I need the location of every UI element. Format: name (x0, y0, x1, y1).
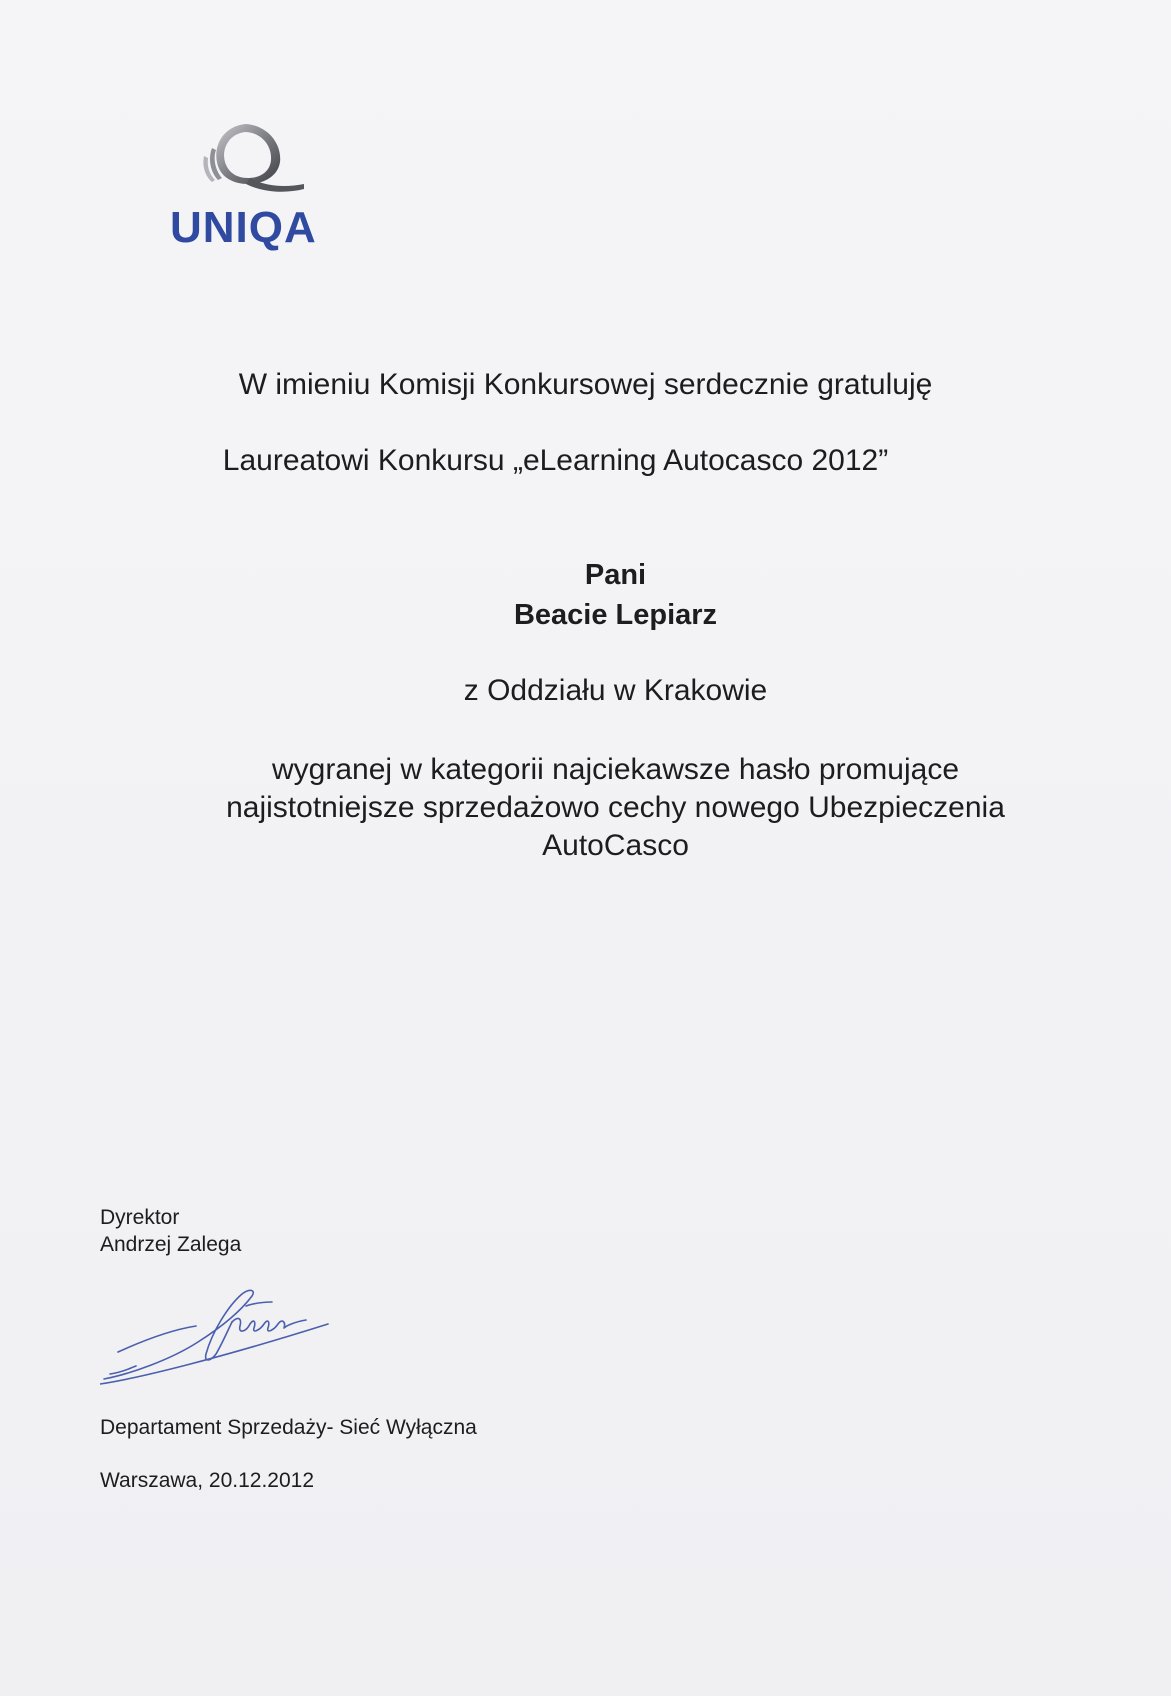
salutation: Pani (584, 559, 647, 591)
category-line-2: najistotniejsze sprzedażowo cechy nowego Ubezpieczenia (226, 791, 1005, 824)
category-line-3: AutoCasco (542, 829, 689, 862)
uniqa-emblem-icon (198, 118, 308, 198)
place-date: Warszawa, 20.12.2012 (100, 1469, 315, 1492)
category-line-1: wygranej w kategorii najciekawsze hasło promujące (272, 753, 959, 786)
signatory-block (100, 1205, 241, 1259)
department: Departament Sprzedaży- Sieć Wyłączna (100, 1416, 477, 1439)
signatory-name: Andrzej Zalega (100, 1232, 242, 1256)
uniqa-wordmark: UNIQA (170, 203, 317, 252)
uniqa-logo (170, 118, 345, 253)
handwritten-signature (100, 1282, 340, 1387)
laureate-line: Laureatowi Konkursu „eLearning Autocasco 2012” (222, 444, 889, 477)
recipient-name: Beacie Lepiarz (513, 599, 718, 631)
congratulation-line: W imieniu Komisji Konkursowej serdecznie gratuluję (238, 368, 933, 401)
signatory-title: Dyrektor (100, 1206, 180, 1229)
branch-line: z Oddziału w Krakowie (463, 674, 768, 707)
